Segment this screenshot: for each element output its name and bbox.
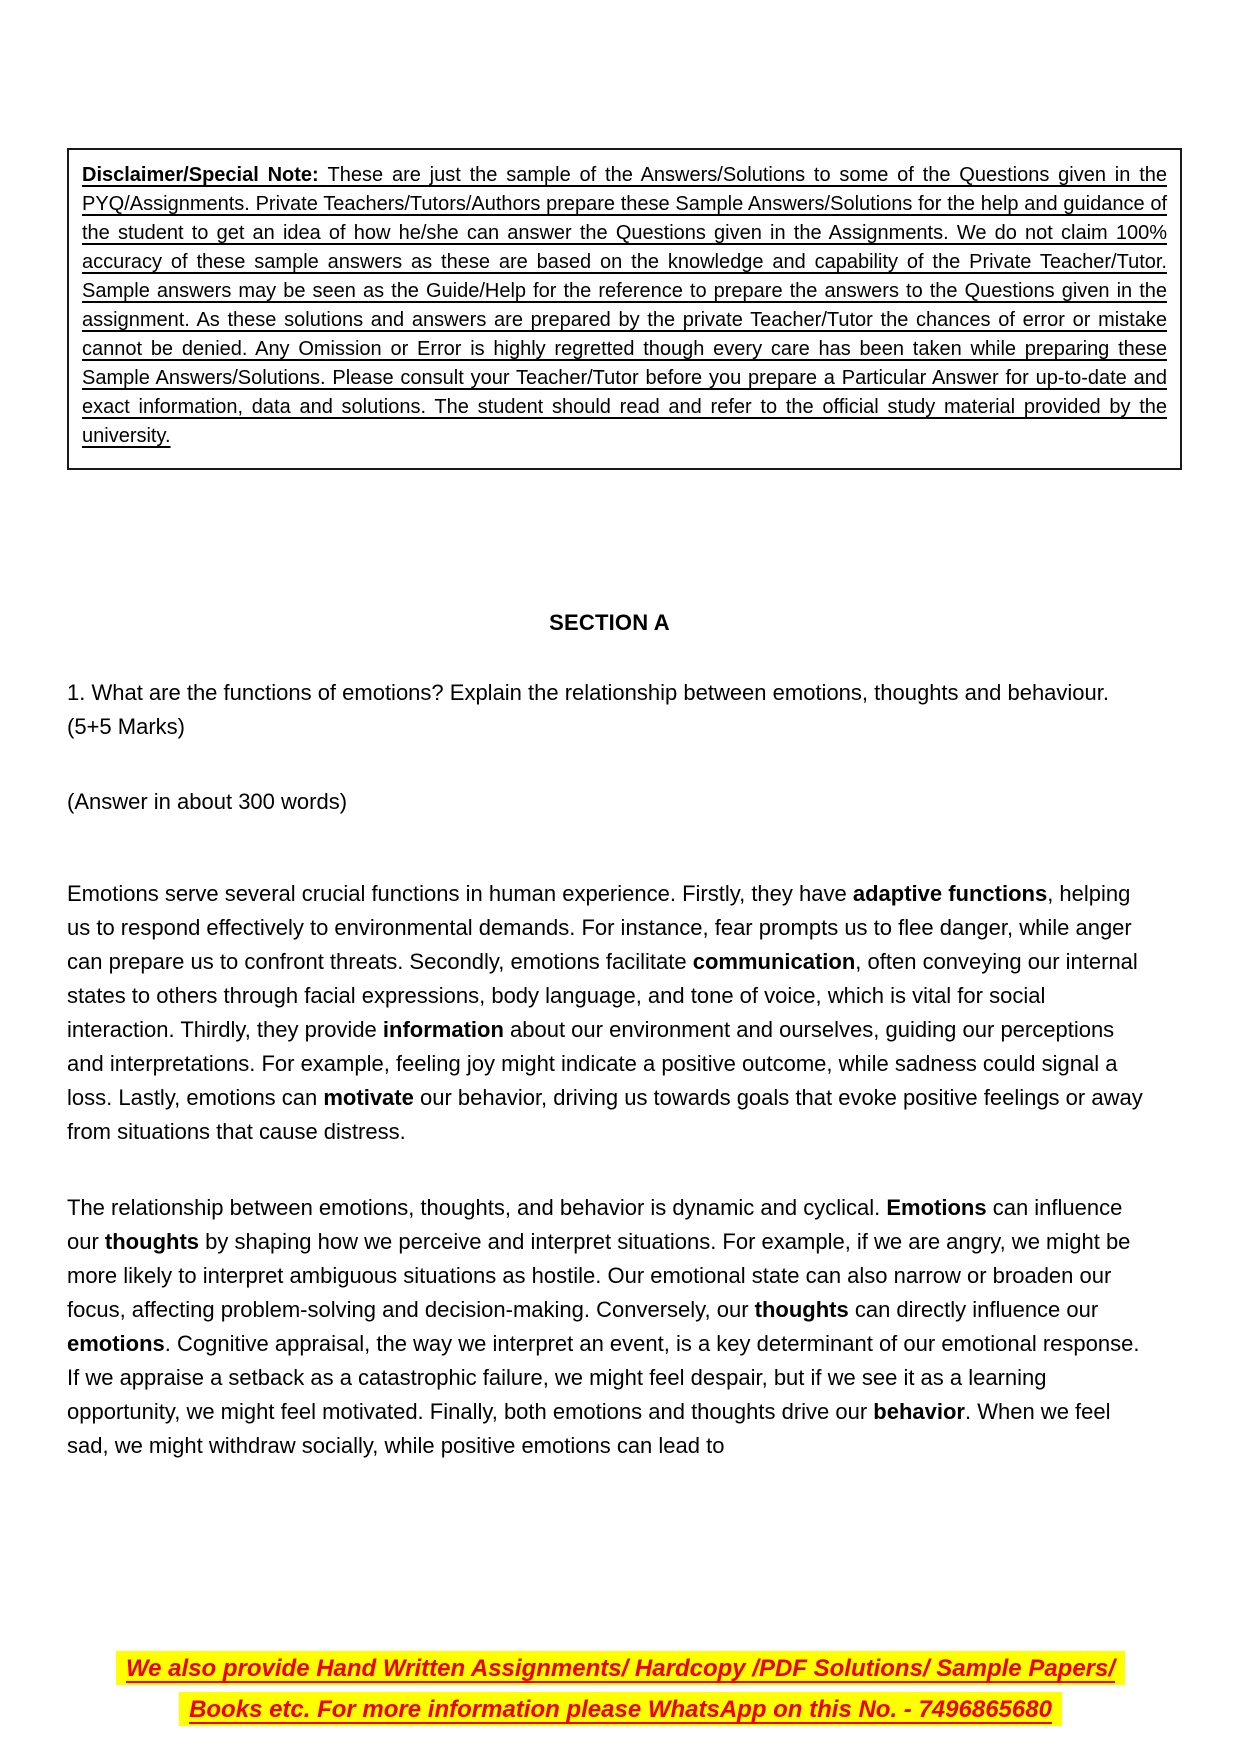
disclaimer-text: Disclaimer/Special Note: These are just the sample of the Answers/Solutions to some of the Questions given in the PYQ/Assignments. Private Teachers/Tutors/Authors prepare these Sample Answers/Solutions for the help and guidance of the student to get an idea of how he/she can answer the Questions given in the Assignments. We do not claim 100% accuracy of these sample answers as these are based on the knowledge and capability of the Private Teacher/Tutor. Sample answers may be seen as the Guide/Help for the reference to prepare the answers to the Questions given in the assignment. As these solutions and answers are prepared by the private Teacher/Tutor the chances of error or mistake cannot be denied. Any Omission or Error is highly regretted though every care has been taken while preparing these Sample Answers/Solutions. Please consult your Teacher/Tutor before you prepare a Particular Answer for up-to-date and exact information, data and solutions. The student should read and refer to the official study material provided by the university. [82,164,1167,447]
answer-paragraph-1: Emotions serve several crucial functions in human experience. Firstly, they have adaptive functions, helping us to respond effectively to environmental demands. For instance, fear prompts us to flee danger, while anger can prepare us to confront threats. Secondly, emotions facilitate communication, often conveying our internal states to others through facial expressions, body language, and tone of voice, which is vital for social interaction. Thirdly, they provide information about our environment and ourselves, guiding our perceptions and interpretations. For example, feeling joy might indicate a positive outcome, while sadness could signal a loss. Lastly, emotions can motivate our behavior, driving us towards goals that evoke positive feelings or away from situations that cause distress. [67,881,1143,1144]
disclaimer-box [67,148,1182,470]
promo-line-1: We also provide Hand Written Assignments/ Hardcopy /PDF Solutions/ Sample Papers/ [116,1651,1125,1685]
promo-footer-row [0,1689,1241,1730]
promo-footer-row [0,1648,1241,1689]
question-text: 1. What are the functions of emotions? Explain the relationship between emotions, thoughts and behaviour. (5+5 Marks) [67,680,1109,739]
section-heading: SECTION A [549,610,670,635]
answer-length-note: (Answer in about 300 words) [67,789,348,814]
answer-paragraph-2: The relationship between emotions, thoughts, and behavior is dynamic and cyclical. Emotions can influence our thoughts by shaping how we perceive and interpret situations. For example, if we are angry, we might be more likely to interpret ambiguous situations as hostile. Our emotional state can also narrow or broaden our focus, affecting problem-solving and decision-making. Conversely, our thoughts can directly influence our emotions. Cognitive appraisal, the way we interpret an event, is a key determinant of our emotional response. If we appraise a setback as a catastrophic failure, we might feel despair, but if we see it as a learning opportunity, we might feel motivated. Finally, both emotions and thoughts drive our behavior. When we feel sad, we might withdraw socially, while positive emotions can lead to [67,1195,1140,1458]
promo-line-2: Books etc. For more information please WhatsApp on this No. - 7496865680 [179,1692,1062,1726]
promo-footer [0,1648,1241,1730]
